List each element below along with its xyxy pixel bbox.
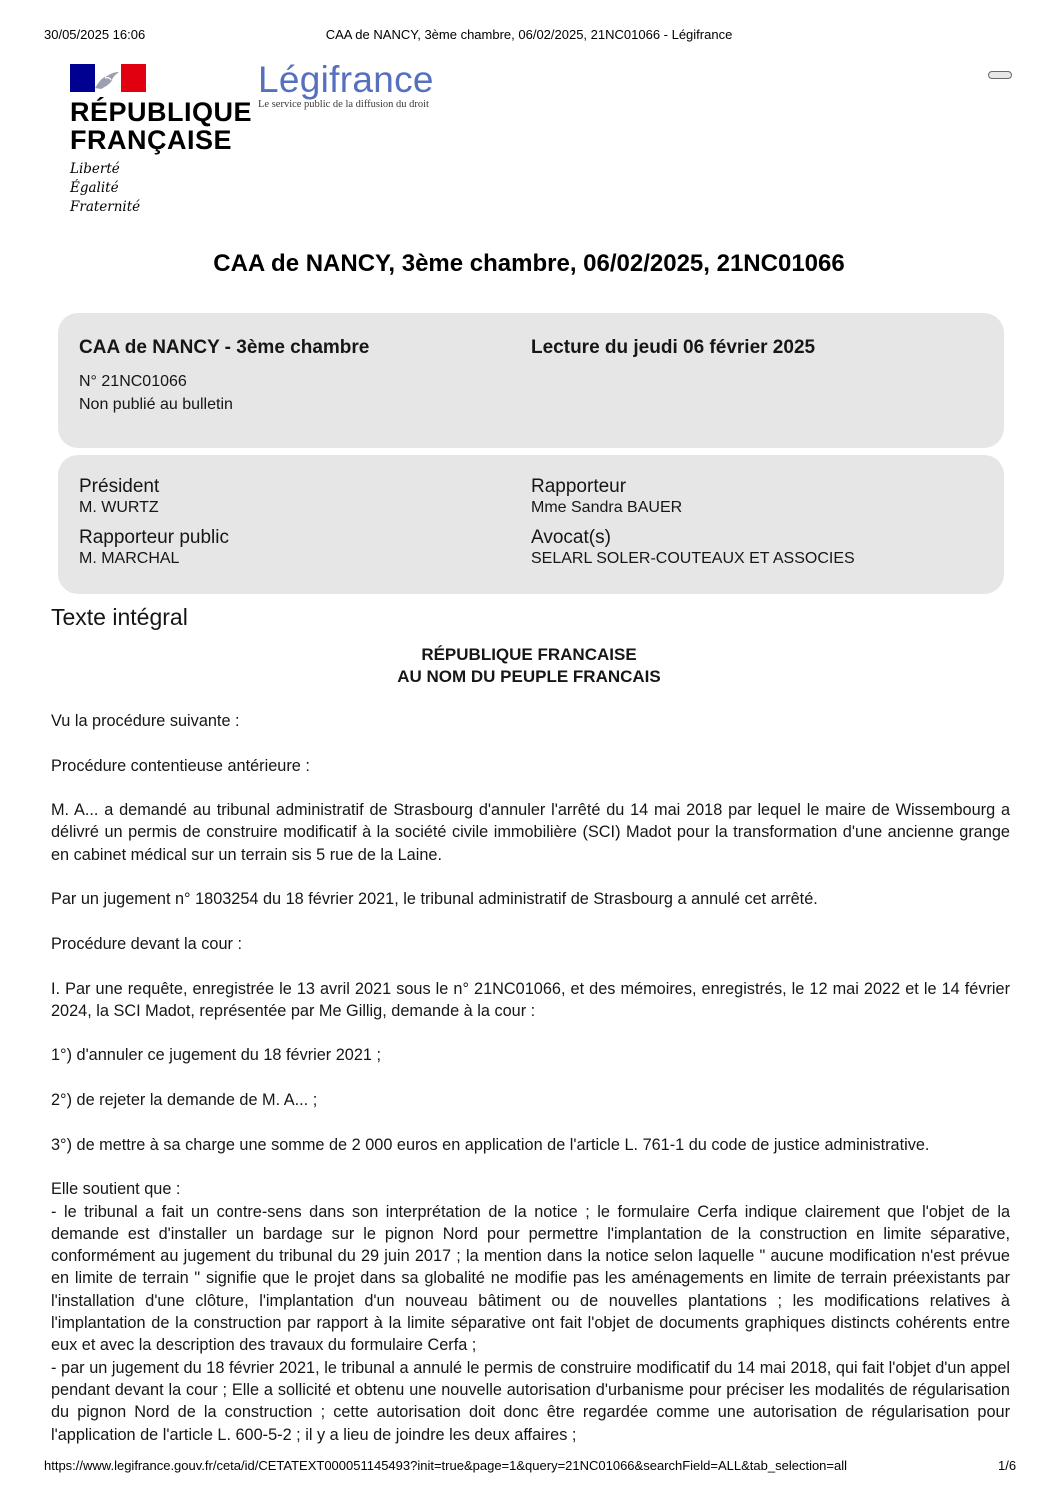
- republique-francaise-logo[interactable]: [70, 64, 252, 217]
- paragraph: 2°) de rejeter la demande de M. A... ;: [51, 1091, 318, 1110]
- legifrance-name: Légifrance: [258, 59, 434, 100]
- page-number: 1/6: [998, 1458, 1017, 1473]
- logo-line-1: RÉPUBLIQUE: [70, 97, 253, 127]
- decision-body: [51, 710, 1010, 1446]
- motto-liberte: Liberté: [70, 161, 120, 177]
- rapporteur-label: Rapporteur: [531, 476, 627, 497]
- motto-egalite: Égalité: [70, 180, 119, 196]
- menu-toggle-icon[interactable]: [988, 71, 1012, 79]
- print-page-title: CAA de NANCY, 3ème chambre, 06/02/2025, 21NC01066 - Légifrance: [325, 27, 733, 42]
- paragraph: - le tribunal a fait un contre-sens dans son interprétation de la notice ; le formulaire Cerfa indique clairement que l'objet de la demande est d'installer un bardage sur le pignon Nord pour permettre l'implantation de la construction en limite séparative, conformément au jugement du tribunal du 29 juin 2017 ; la mention dans la notice selon laquelle " aucune modification n'est prévue en limite de terrain " signifie que le projet dans sa globalité ne modifie pas les aménagements en limite de terrain préexistants par l'installation d'une clôture, l'implantation d'un nouveau bâtiment ou de nouvelles plantations ; les modifications relatives à l'implantation de la construction par rapport à la limite séparative ont fait l'objet de documents graphiques distincts cohérents entre eux et avec la description des travaux du formulaire Cerfa ;: [51, 1202, 1010, 1355]
- rapporteur-public-label: Rapporteur public: [79, 527, 229, 548]
- paragraph: Elle soutient que :: [51, 1180, 181, 1199]
- paragraph: I. Par une requête, enregistrée le 13 avril 2021 sous le n° 21NC01066, et des mémoires, enregistrés, le 12 mai 2022 et le 14 février 2024, la SCI Madot, représentée par Me Gillig, demande à la cour :: [51, 979, 1010, 1020]
- rapporteur-value: Mme Sandra BAUER: [531, 499, 683, 516]
- reading-date: Lecture du jeudi 06 février 2025: [531, 337, 816, 358]
- avocats-label: Avocat(s): [531, 527, 611, 548]
- decision-header-line-2: AU NOM DU PEUPLE FRANCAIS: [397, 667, 661, 686]
- legifrance-logo[interactable]: [258, 59, 434, 110]
- motto: [70, 160, 252, 217]
- paragraph: Par un jugement n° 1803254 du 18 février 2021, le tribunal administratif de Strasbourg a annulé cet arrêté.: [51, 890, 818, 909]
- decision-header-line-1: RÉPUBLIQUE FRANCAISE: [421, 645, 637, 664]
- president-label: Président: [79, 476, 160, 497]
- motto-fraternite: Fraternité: [70, 199, 141, 215]
- avocats-value: SELARL SOLER-COUTEAUX ET ASSOCIES: [531, 550, 855, 567]
- rapporteur-public-value: M. MARCHAL: [79, 550, 180, 567]
- legifrance-tagline: Le service public de la diffusion du droit: [258, 99, 429, 110]
- page-url: https://www.legifrance.gouv.fr/ceta/id/CETATEXT000051145493?init=true&page=1&query=21NC01066&searchField=ALL&tab_selection=all: [44, 1458, 848, 1473]
- marianne-flag-icon: [70, 64, 146, 92]
- page-title: CAA de NANCY, 3ème chambre, 06/02/2025, 21NC01066: [213, 250, 845, 277]
- print-datetime: 30/05/2025 16:06: [44, 27, 146, 42]
- logo-line-2: FRANÇAISE: [70, 125, 233, 155]
- texte-integral-heading: Texte intégral: [51, 604, 188, 630]
- paragraph: - par un jugement du 18 février 2021, le tribunal a annulé le permis de construire modificatif du 14 mai 2018, qui fait l'objet d'un appel pendant devant la cour ; Elle a sollicité et obtenu une nouvelle autorisation d'urbanisme pour préciser les modalités de régularisation du pignon Nord de la construction ; cette autorisation doit donc être regardée comme une autorisation de régularisation pour l'application de l'article L. 600-5-2 ; il y a lieu de joindre les deux affaires ;: [51, 1358, 1010, 1444]
- paragraph: Procédure devant la cour :: [51, 934, 242, 953]
- decision-header: [0, 644, 1058, 688]
- court-name: CAA de NANCY - 3ème chambre: [79, 337, 370, 358]
- paragraph: Vu la procédure suivante :: [51, 712, 240, 730]
- publication-status: Non publié au bulletin: [79, 396, 233, 413]
- case-number: N° 21NC01066: [79, 373, 187, 390]
- paragraph: M. A... a demandé au tribunal administratif de Strasbourg d'annuler l'arrêté du 14 mai 2018 par lequel le maire de Wissembourg a délivré un permis de construire modificatif à la société civile immobilière (SCI) Madot pour la transformation d'une ancienne grange en cabinet médical sur un terrain sis 5 rue de la Laine.: [51, 801, 1010, 864]
- president-value: M. WURTZ: [79, 499, 159, 516]
- parties-card: [58, 455, 1004, 594]
- summary-card: [58, 313, 1004, 448]
- paragraph: 1°) d'annuler ce jugement du 18 février 2021 ;: [51, 1046, 382, 1065]
- republique-francaise-text: [70, 98, 252, 154]
- paragraph: Procédure contentieuse antérieure :: [51, 756, 310, 775]
- paragraph: 3°) de mettre à sa charge une somme de 2 000 euros en application de l'article L. 761-1 du code de justice administrative.: [51, 1135, 930, 1154]
